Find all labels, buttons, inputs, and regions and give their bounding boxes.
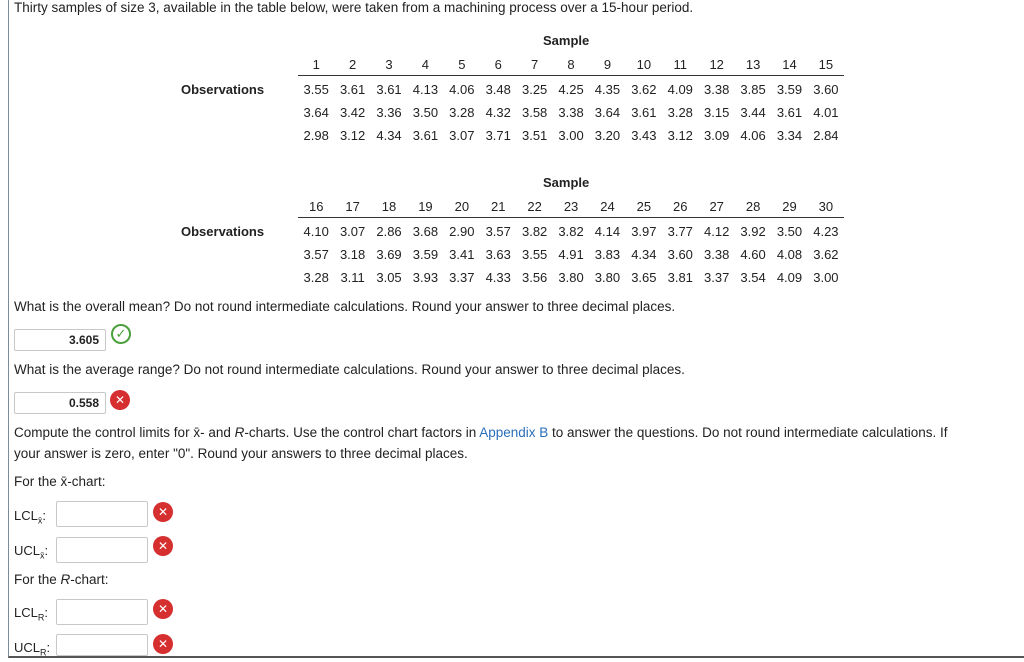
sample-number: 20 xyxy=(454,199,470,214)
table-cell: 3.38 xyxy=(704,82,730,97)
table-cell: 2.84 xyxy=(813,128,839,143)
table-cell: 3.82 xyxy=(558,224,584,239)
table-cell: 3.55 xyxy=(521,247,548,262)
check-icon: ✓ xyxy=(111,324,131,344)
error-x-icon: ✕ xyxy=(110,390,130,410)
q3-text: to answer the questions. Do not round intermediate calculations. If xyxy=(548,425,948,440)
table-cell: 3.41 xyxy=(449,247,475,262)
table-cell: 3.12 xyxy=(339,128,366,143)
table-cell: 4.34 xyxy=(631,247,657,262)
sample-number: 7 xyxy=(531,57,539,72)
table-cell: 3.69 xyxy=(376,247,402,262)
r-symbol: R xyxy=(234,425,245,440)
table-cell: 3.48 xyxy=(485,82,511,97)
table-cell: 3.50 xyxy=(776,224,803,239)
error-x-icon: ✕ xyxy=(153,502,173,522)
observations-label: Observations xyxy=(181,224,265,239)
table-cell: 3.57 xyxy=(303,247,329,262)
table-cell: 3.07 xyxy=(449,128,475,143)
sample-number: 24 xyxy=(600,199,615,214)
sample-number: 25 xyxy=(636,199,652,214)
error-x-icon: ✕ xyxy=(153,634,173,654)
table-cell: 2.98 xyxy=(303,128,329,143)
q3-text: - and xyxy=(200,425,235,440)
table-cell: 4.09 xyxy=(776,270,803,285)
ucl-xbar-input[interactable] xyxy=(56,537,148,563)
heading-text: For the xyxy=(14,474,61,489)
r-chart-heading xyxy=(14,572,109,587)
table-cell: 3.62 xyxy=(813,247,839,262)
table-cell: 3.60 xyxy=(813,82,839,97)
table-cell: 3.00 xyxy=(558,128,584,143)
xbar-chart-heading xyxy=(14,474,106,489)
table-cell: 3.82 xyxy=(521,224,548,239)
table-cell: 3.20 xyxy=(594,128,621,143)
table-row xyxy=(298,247,844,262)
table-cell: 4.10 xyxy=(303,224,329,239)
question-control-limits-line2: your answer is zero, enter "0". Round your answers to three decimal places. xyxy=(14,446,468,461)
appendix-b-link[interactable]: Appendix B xyxy=(479,425,549,440)
table-cell: 3.85 xyxy=(740,82,766,97)
sample-number: 11 xyxy=(673,57,688,72)
intro-text: Thirty samples of size 3, available in the table below, were taken from a machining process over a 15-hour period. xyxy=(14,0,694,15)
table-cell: 3.07 xyxy=(339,224,366,239)
sample-number: 21 xyxy=(491,199,506,214)
table-cell: 3.93 xyxy=(412,270,439,285)
table-cell: 3.54 xyxy=(740,270,766,285)
content-frame xyxy=(8,0,1024,658)
table-cell: 3.60 xyxy=(667,247,693,262)
table-cell: 3.09 xyxy=(704,128,730,143)
question-overall-mean: What is the overall mean? Do not round intermediate calculations. Round your answer to three decimal places. xyxy=(14,299,676,314)
sample-number: 8 xyxy=(567,57,575,72)
table-cell: 4.32 xyxy=(485,105,511,120)
sample-number: 16 xyxy=(308,199,324,214)
table-cell: 4.35 xyxy=(594,82,621,97)
lcl-subscript: R xyxy=(37,612,45,623)
sample-number: 15 xyxy=(818,57,834,72)
table-cell: 3.43 xyxy=(631,128,657,143)
ucl-r-input[interactable] xyxy=(56,634,148,656)
observations-label: Observations xyxy=(181,82,265,97)
sample-number: 6 xyxy=(494,57,502,72)
table-cell: 3.37 xyxy=(449,270,475,285)
table-cell: 3.77 xyxy=(667,224,693,239)
table-cell: 4.09 xyxy=(667,82,693,97)
table-cell: 3.61 xyxy=(376,82,402,97)
average-range-answer[interactable]: 0.558 xyxy=(14,392,106,414)
xbar-symbol: x̄ xyxy=(193,425,201,440)
table-cell: 3.59 xyxy=(412,247,439,262)
table-cell: 3.05 xyxy=(376,270,402,285)
table-cell: 2.86 xyxy=(376,224,402,239)
sample-heading: Sample xyxy=(543,175,590,190)
sample-number: 10 xyxy=(636,57,652,72)
table-cell: 3.15 xyxy=(704,105,730,120)
table-cell: 3.68 xyxy=(412,224,439,239)
error-x-icon: ✕ xyxy=(153,599,173,619)
table-cell: 3.57 xyxy=(485,224,511,239)
table-cell: 3.58 xyxy=(521,105,548,120)
table-cell: 3.81 xyxy=(667,270,693,285)
table-cell: 3.42 xyxy=(339,105,366,120)
sample-number: 19 xyxy=(418,199,433,214)
xbar-symbol: x̄ xyxy=(60,474,68,489)
table-cell: 4.33 xyxy=(485,270,511,285)
ucl-text: UCL xyxy=(14,640,41,655)
table-cell: 3.36 xyxy=(376,105,402,120)
sample-number: 28 xyxy=(745,199,761,214)
sample-number: 17 xyxy=(345,199,360,214)
table-cell: 4.60 xyxy=(740,247,766,262)
ucl-r-label: $UCL_R$: xyxy=(14,640,51,658)
lcl-text: LCL xyxy=(14,508,38,523)
table-cell: 3.34 xyxy=(776,128,803,143)
table-cell: 3.63 xyxy=(485,247,511,262)
sample-number: 22 xyxy=(527,199,542,214)
table-cell: 3.92 xyxy=(740,224,766,239)
table-row xyxy=(298,105,844,120)
table-cell: 3.28 xyxy=(667,105,693,120)
table-cell: 3.50 xyxy=(412,105,439,120)
table-cell: 3.61 xyxy=(776,105,803,120)
table-cell: 3.28 xyxy=(303,270,329,285)
question-average-range: What is the average range? Do not round intermediate calculations. Round your answer to three decimal places. xyxy=(14,362,685,377)
sample-number: 3 xyxy=(385,57,393,72)
question-control-limits xyxy=(14,425,1004,440)
table-cell: 3.44 xyxy=(740,105,766,120)
table-cell: 3.61 xyxy=(412,128,439,143)
table-cell: 3.11 xyxy=(340,270,365,285)
lcl-subscript: x̄ xyxy=(37,515,43,526)
table-cell: 3.71 xyxy=(485,128,511,143)
table-cell: 3.00 xyxy=(813,270,839,285)
table-cell: 4.23 xyxy=(813,224,839,239)
table-cell: 4.13 xyxy=(412,82,439,97)
sample-number: 1 xyxy=(312,57,320,72)
table-row xyxy=(298,224,844,239)
table-cell: 3.55 xyxy=(303,82,329,97)
table-cell: 3.37 xyxy=(704,270,730,285)
sample-number: 29 xyxy=(782,199,797,214)
sample-number: 13 xyxy=(745,57,761,72)
r-symbol: R xyxy=(60,572,71,587)
table-cell: 3.80 xyxy=(558,270,584,285)
sample-number: 27 xyxy=(709,199,724,214)
sample-number: 18 xyxy=(381,199,397,214)
table-cell: 4.14 xyxy=(594,224,621,239)
table-cell: 3.97 xyxy=(631,224,657,239)
sample-number: 26 xyxy=(673,199,688,214)
table-cell: 3.80 xyxy=(594,270,621,285)
table-cell: 3.62 xyxy=(631,82,657,97)
table-cell: 4.12 xyxy=(704,224,730,239)
table-row xyxy=(298,128,844,143)
table-row xyxy=(298,82,844,97)
sample-number: 5 xyxy=(458,57,466,72)
table-cell: 4.01 xyxy=(813,105,839,120)
sample-number: 14 xyxy=(782,57,797,72)
table-cell: 3.64 xyxy=(594,105,621,120)
sample-number: 4 xyxy=(421,57,430,72)
table-cell: 3.38 xyxy=(704,247,730,262)
table-cell: 3.64 xyxy=(303,105,329,120)
error-x-icon: ✕ xyxy=(153,536,173,556)
table-cell: 3.65 xyxy=(631,270,657,285)
table-cell: 3.59 xyxy=(776,82,803,97)
table-cell: 4.06 xyxy=(449,82,475,97)
ucl-subscript: R xyxy=(40,647,47,658)
table-cell: 3.25 xyxy=(521,82,548,97)
table-cell: 3.83 xyxy=(594,247,621,262)
table-cell: 3.61 xyxy=(631,105,657,120)
lcl-xbar-input[interactable] xyxy=(56,501,148,527)
q3-text: Compute the control limits for xyxy=(14,425,194,440)
table-cell: 3.28 xyxy=(449,105,475,120)
sample-number: 12 xyxy=(709,57,724,72)
ucl-xbar-label: $UCL_{x̄}$: xyxy=(14,543,49,561)
table-cell: 3.61 xyxy=(339,82,366,97)
lcl-xbar-label: $LCL_{x̄}$: xyxy=(14,508,46,526)
sample-number: 2 xyxy=(348,57,357,72)
ucl-text: UCL xyxy=(14,543,41,558)
q3-text: -charts. Use the control chart factors in xyxy=(244,425,480,440)
sample-number-row xyxy=(298,57,844,76)
table-cell: 4.08 xyxy=(776,247,803,262)
table-row xyxy=(298,270,844,285)
table-cell: 3.51 xyxy=(521,128,548,143)
overall-mean-answer[interactable]: 3.605 xyxy=(14,329,106,351)
table-cell: 3.56 xyxy=(521,270,548,285)
table-cell: 3.12 xyxy=(667,128,693,143)
lcl-r-input[interactable] xyxy=(56,599,148,625)
sample-heading: Sample xyxy=(543,33,590,48)
heading-text: -chart: xyxy=(70,572,109,587)
heading-text: For the xyxy=(14,572,61,587)
table-cell: 4.25 xyxy=(558,82,584,97)
heading-text: -chart: xyxy=(67,474,106,489)
sample-number: 30 xyxy=(818,199,834,214)
table-cell: 4.91 xyxy=(558,247,584,262)
ucl-subscript: x̄ xyxy=(40,550,45,561)
sample-number-row xyxy=(298,199,844,218)
table-cell: 4.34 xyxy=(376,128,402,143)
table-cell: 3.18 xyxy=(339,247,366,262)
lcl-r-label: $LCL_R$: xyxy=(14,605,48,623)
lcl-text: LCL xyxy=(14,605,38,620)
table-cell: 4.06 xyxy=(740,128,766,143)
table-cell: 3.38 xyxy=(558,105,584,120)
sample-number: 23 xyxy=(563,199,579,214)
sample-number: 9 xyxy=(603,57,612,72)
table-cell: 2.90 xyxy=(449,224,475,239)
